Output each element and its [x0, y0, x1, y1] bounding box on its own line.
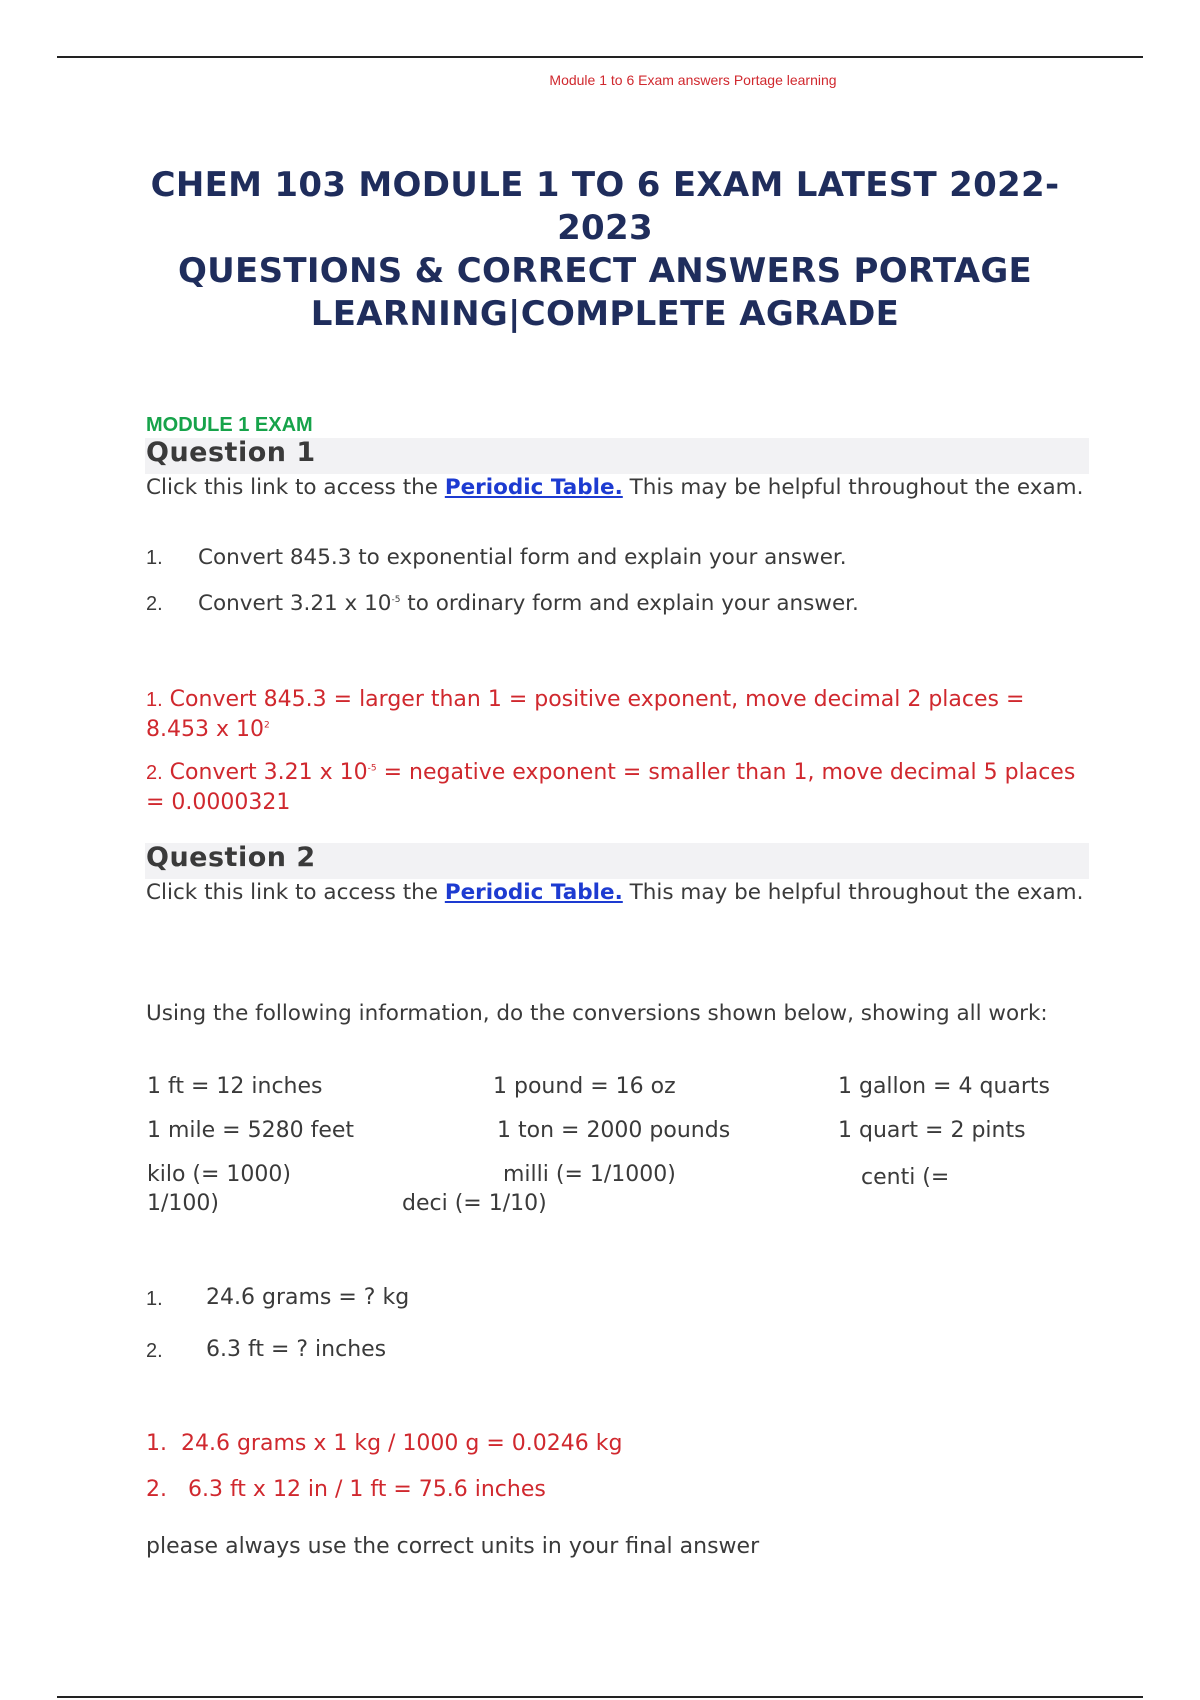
item-number: 1. — [146, 547, 163, 569]
list-item — [146, 591, 859, 616]
periodic-table-link[interactable]: Periodic Table. — [444, 880, 623, 905]
answer-text: Convert 3.21 x 10 — [162, 760, 368, 785]
intro-text: This may be helpful throughout the exam. — [622, 880, 1084, 905]
item-text-part: to ordinary form and explain your answer. — [400, 591, 859, 616]
item-text: 6.3 ft = ? inches — [206, 1337, 387, 1362]
intro-text: Click this link to access the — [146, 475, 445, 500]
running-header: Module 1 to 6 Exam answers Portage learning — [549, 72, 837, 88]
prefix-kilo: kilo (= 1000) — [147, 1162, 291, 1187]
item-text: 24.6 grams = ? kg — [206, 1285, 410, 1310]
question-2-heading: Question 2 — [146, 842, 316, 873]
answer-text: Convert 845.3 = larger than 1 = positive exponent, move decimal 2 places = 8.453 x 10 — [146, 687, 1025, 742]
item-text: Convert 845.3 to exponential form and explain your answer. — [198, 545, 847, 570]
answer-2 — [146, 758, 1086, 817]
list-item — [146, 545, 847, 570]
periodic-table-link[interactable]: Periodic Table. — [444, 475, 623, 500]
list-item — [146, 1337, 387, 1363]
item-number: 1. — [146, 1288, 163, 1310]
intro-text: This may be helpful throughout the exam. — [622, 475, 1084, 500]
prefix-deci: deci (= 1/10) — [402, 1191, 547, 1216]
document-title — [145, 164, 1065, 336]
title-line-1: CHEM 103 MODULE 1 TO 6 EXAM LATEST 2022-2023 — [150, 165, 1060, 248]
conversion-ft-inches: 1 ft = 12 inches — [147, 1074, 323, 1099]
title-line-3: LEARNING|COMPLETE AGRADE — [310, 294, 900, 334]
conversion-quart-pints: 1 quart = 2 pints — [838, 1118, 1026, 1143]
question-2-intro — [146, 878, 1086, 907]
bottom-rule — [57, 1696, 1143, 1698]
conversion-mile-feet: 1 mile = 5280 feet — [147, 1118, 355, 1143]
answer-2: 2. 6.3 ft x 12 in / 1 ft = 75.6 inches — [146, 1477, 546, 1502]
exponent: -5 — [367, 763, 377, 774]
instructions: Using the following information, do the conversions shown below, showing all work: — [146, 1001, 1048, 1026]
exponent: 2 — [263, 720, 270, 731]
answer-1 — [146, 685, 1086, 744]
item-number: 2. — [146, 593, 163, 615]
conversion-gallon-quarts: 1 gallon = 4 quarts — [838, 1074, 1050, 1099]
answer-1: 1. 24.6 grams x 1 kg / 1000 g = 0.0246 kg — [146, 1431, 623, 1456]
item-text — [198, 591, 859, 616]
units-note: please always use the correct units in your final answer — [146, 1534, 760, 1559]
top-rule — [57, 56, 1143, 58]
prefix-centi-value: 1/100) — [147, 1191, 219, 1216]
question-1-heading: Question 1 — [146, 437, 316, 468]
item-number: 2. — [146, 1340, 163, 1362]
answer-text: = negative exponent = smaller than 1, move decimal 5 places = 0.0000321 — [146, 760, 1076, 815]
conversion-pound-oz: 1 pound = 16 oz — [493, 1074, 676, 1099]
exponent: -5 — [391, 594, 401, 605]
answer-number: 1. — [146, 689, 163, 711]
item-text-part: Convert 3.21 x 10 — [198, 591, 392, 616]
module-label: MODULE 1 EXAM — [146, 414, 313, 436]
intro-text: Click this link to access the — [146, 880, 445, 905]
question-1-intro — [146, 473, 1086, 502]
prefix-centi: centi (= — [861, 1165, 950, 1190]
answer-number: 2. — [146, 762, 163, 784]
list-item — [146, 1285, 410, 1311]
title-line-2: QUESTIONS & CORRECT ANSWERS PORTAGE — [177, 251, 1033, 291]
prefix-milli: milli (= 1/1000) — [503, 1162, 676, 1187]
conversion-ton-pounds: 1 ton = 2000 pounds — [497, 1118, 731, 1143]
